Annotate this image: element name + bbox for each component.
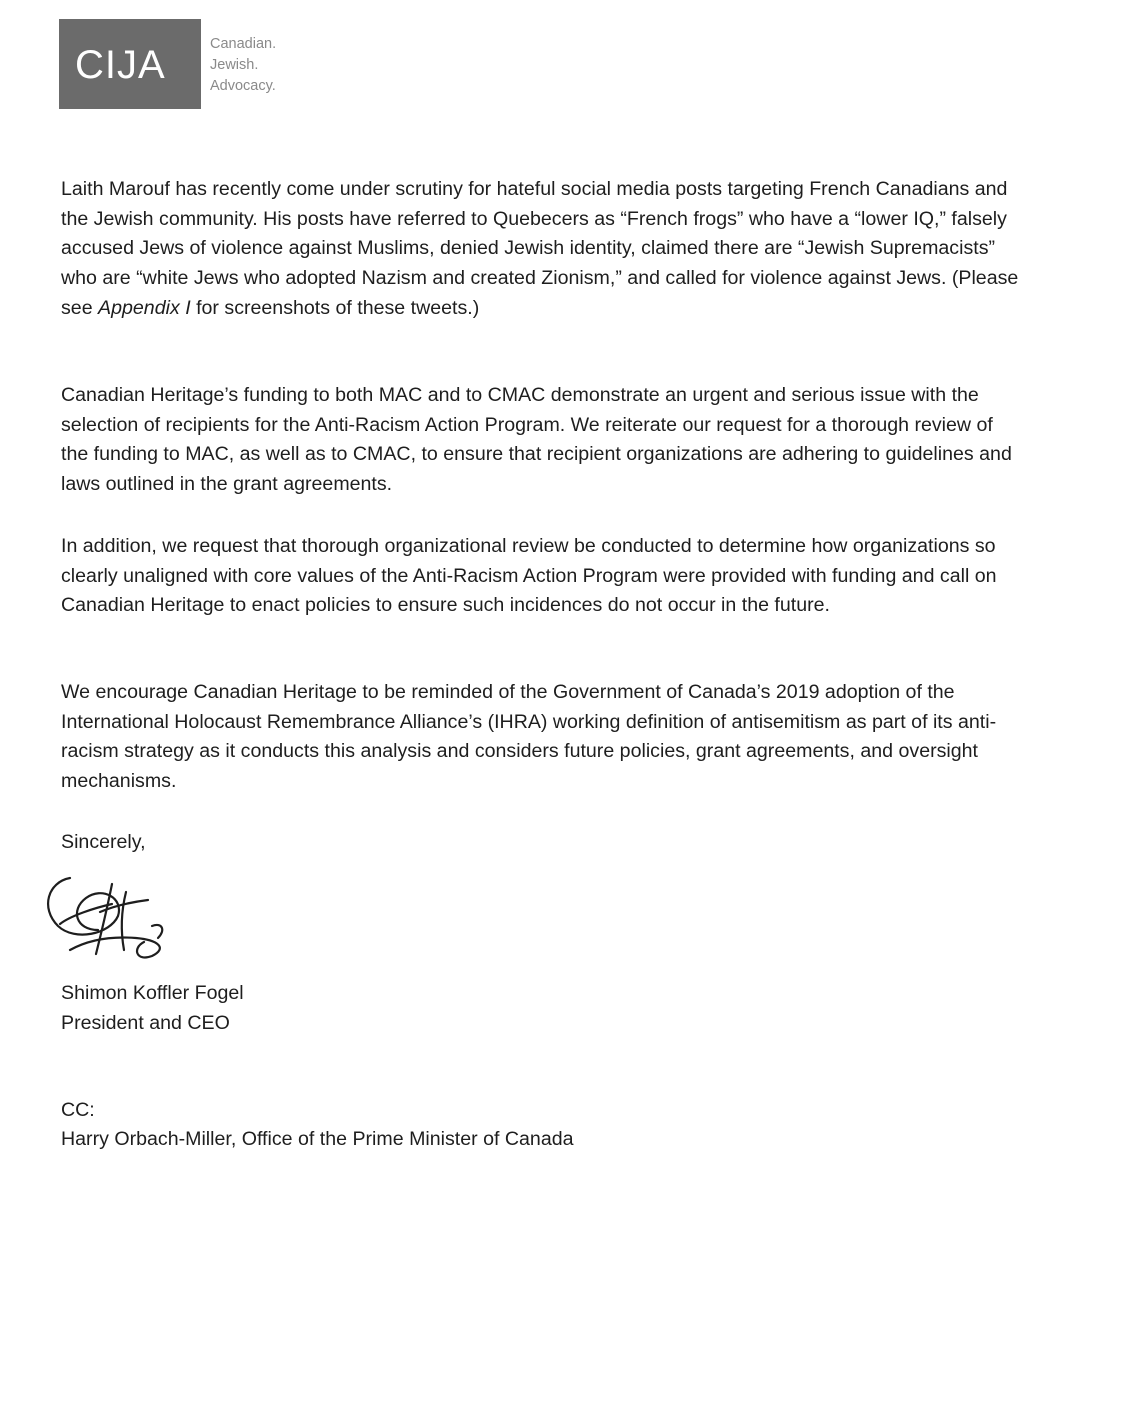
logo-tagline-line: Canadian. [210, 36, 277, 52]
paragraph-text: for screenshots of these tweets.) [190, 296, 480, 319]
logo-tagline-line: Advocacy. [210, 78, 276, 94]
logo-tagline-line: Jewish. [210, 57, 259, 73]
cc-recipient: Harry Orbach-Miller, Office of the Prime Minister of Canada [61, 1128, 574, 1150]
handwritten-signature [40, 868, 175, 964]
paragraph-ihra-definition: We encourage Canadian Heritage to be reminded of the Government of Canada’s 2019 adoption of the International Holocaust Remembrance Alliance’s (IHRA) working definition of antisemitism as part of its anti-racism strategy as it conducts this analysis and considers future policies, grant agreements, and oversight mechanisms. [61, 681, 997, 793]
logo-tagline [210, 34, 276, 97]
paragraph-funding-review: Canadian Heritage’s funding to both MAC and to CMAC demonstrate an urgent and serious issue with the selection of recipients for the Anti-Racism Action Program. We reiterate our request for a thorough review of the funding to MAC, as well as to CMAC, to ensure that recipient organizations are adhering to guidelines and laws outlined in the grant agreements. [61, 384, 1012, 496]
cc-label: CC: [61, 1099, 95, 1121]
closing: Sincerely, [61, 831, 146, 853]
cija-logo [59, 19, 276, 109]
logo-mark [59, 19, 201, 109]
paragraph-organizational-review: In addition, we request that thorough organizational review be conducted to determine how organizations so clearly unaligned with core values of the Anti-Racism Action Program were provided with funding and call on Canadian Heritage to enact policies to ensure such incidences do not occur in the future. [61, 535, 997, 617]
paragraph-text: Laith Marouf has recently come under scrutiny for hateful social media posts targeting French Canadians and the Jewish community. His posts have referred to Quebecers as “French frogs” who have a “lower IQ,” falsely accused Jews of violence against Muslims, denied Jewish identity, claimed there are “Jewish Supremacists” who are “white Jews who adopted Nazism and created Zionism,” and called for violence against Jews. (Please see [61, 178, 1019, 319]
logo-mark-text: CIJA [75, 43, 166, 87]
paragraph-marouf-posts [61, 175, 1021, 324]
appendix-reference: Appendix I [98, 296, 191, 319]
signatory-title: President and CEO [61, 1012, 230, 1034]
signatory-name: Shimon Koffler Fogel [61, 982, 244, 1004]
